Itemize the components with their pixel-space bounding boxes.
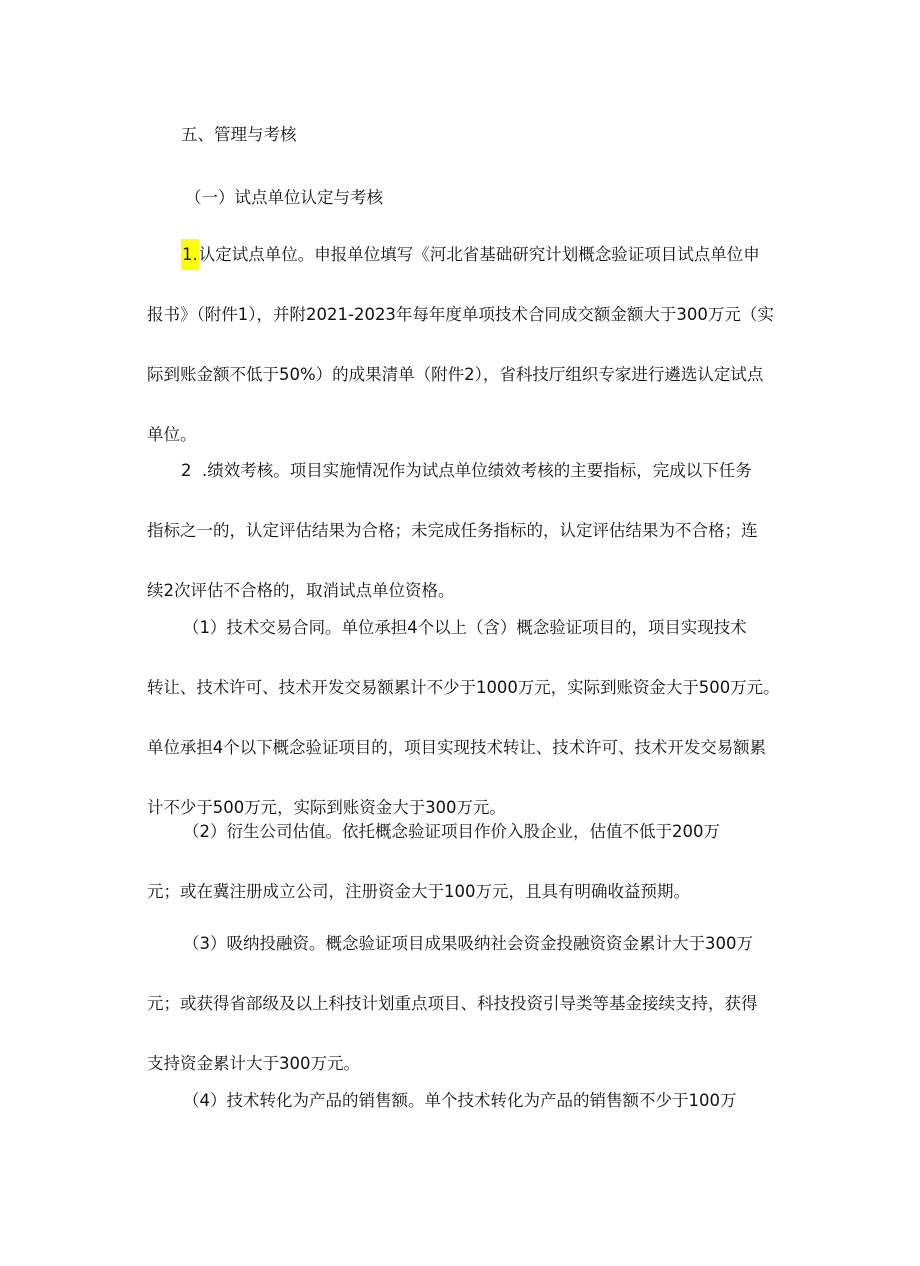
subsection-heading xyxy=(185,183,383,213)
criterion-3-line: （3）吸纳投融资。概念验证项目成果吸纳社会资金投融资资金累计大于300万 xyxy=(183,934,753,953)
item-2-paragraph xyxy=(147,456,758,606)
item-1-line xyxy=(181,240,774,270)
criterion-4-paragraph xyxy=(183,1086,737,1116)
criterion-2-paragraph xyxy=(147,817,720,907)
criterion-4-line: （4）技术转化为产品的销售额。单个技术转化为产品的销售额不少于100万 xyxy=(183,1091,737,1110)
criterion-3-paragraph xyxy=(147,929,758,1079)
item-1-line: 单位。 xyxy=(147,425,197,444)
item-1-paragraph xyxy=(147,240,774,450)
section-heading-text: 五、管理与考核 xyxy=(181,125,297,144)
section-heading xyxy=(181,120,297,150)
criterion-3-line: 支持资金累计大于300万元。 xyxy=(147,1054,360,1073)
subsection-heading-text: （一）试点单位认定与考核 xyxy=(185,188,383,207)
criterion-2-line: 元；或在冀注册成立公司，注册资金大于100万元，且具有明确收益预期。 xyxy=(147,882,690,901)
item-1-line: 际到账金额不低于50%）的成果清单（附件2），省科技厅组织专家进行遴选认定试点 xyxy=(147,365,764,384)
criterion-1-line: 单位承担4个以下概念验证项目的，项目实现技术转让、技术许可、技术开发交易额累 xyxy=(147,738,767,757)
criterion-2-line: （2）衍生公司估值。依托概念验证项目作价入股企业，估值不低于200万 xyxy=(183,822,720,841)
criterion-3-line: 元；或获得省部级及以上科技计划重点项目、科技投资引导类等基金接续支持，获得 xyxy=(147,994,758,1013)
item-2-line: 2 .绩效考核。项目实施情况作为试点单位绩效考核的主要指标，完成以下任务 xyxy=(181,461,752,480)
criterion-1-line: 转让、技术许可、技术开发交易额累计不少于1000万元，实际到账资金大于500万元。 xyxy=(147,678,780,697)
criterion-1-line: 计不少于500万元，实际到账资金大于300万元。 xyxy=(147,798,506,817)
criterion-1-paragraph xyxy=(147,613,782,823)
item-1-line-text: 认定试点单位。申报单位填写《河北省基础研究计划概念验证项目试点单位申 xyxy=(198,245,760,264)
item-2-line: 续2次评估不合格的，取消试点单位资格。 xyxy=(147,581,455,600)
criterion-1-line: （1）技术交易合同。单位承担4个以上（含）概念验证项目的，项目实现技术 xyxy=(183,618,747,637)
item-2-line: 指标之一的，认定评估结果为合格；未完成任务指标的，认定评估结果为不合格；连 xyxy=(147,521,758,540)
item-1-number-highlight: 1. xyxy=(181,239,199,270)
item-1-line: 报书》（附件1），并附2021-2023年每年度单项技术合同成交额金额大于300万元（实 xyxy=(147,305,774,324)
